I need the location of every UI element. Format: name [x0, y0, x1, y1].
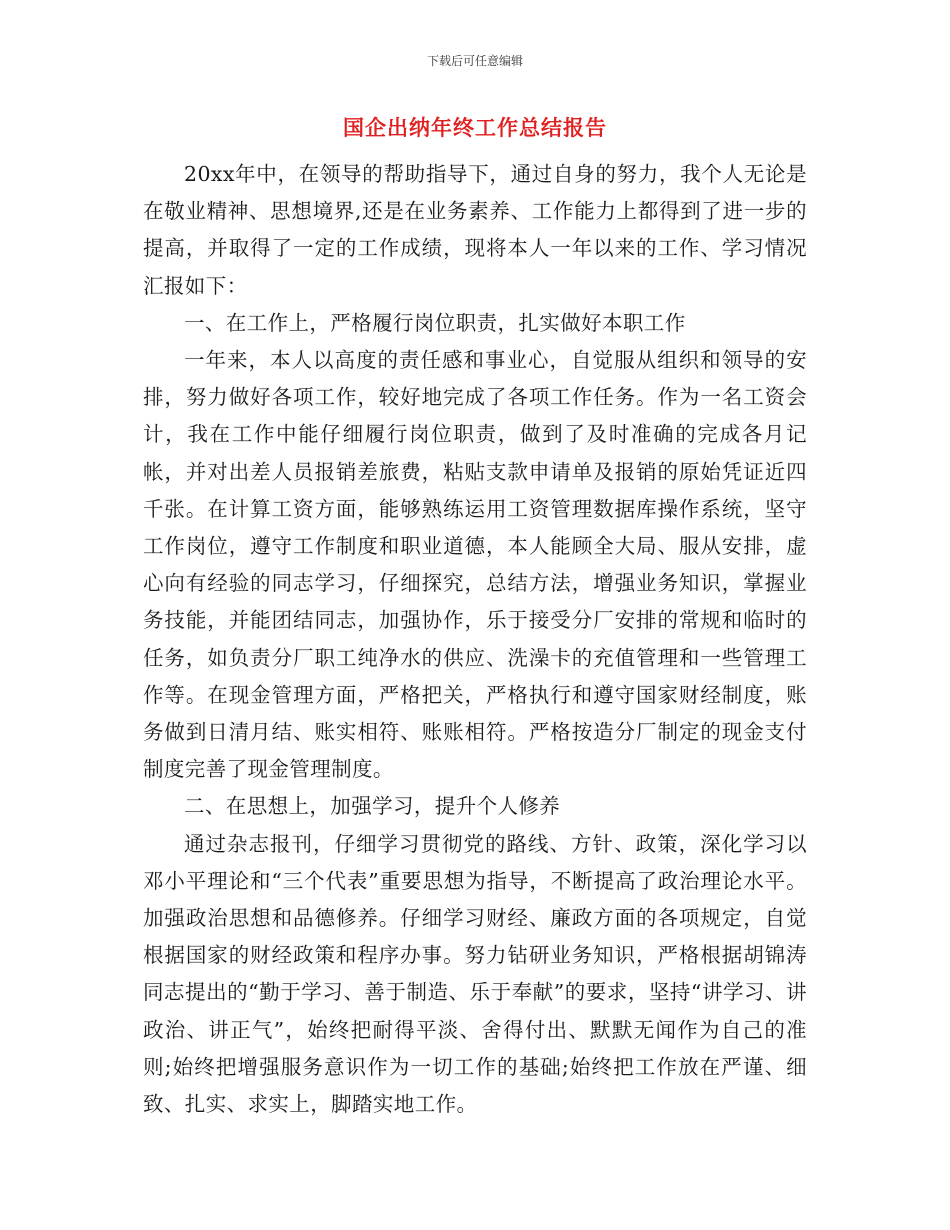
paragraph-work: 一年来，本人以高度的责任感和事业心，自觉服从组织和领导的安排，努力做好各项工作，较好地完成了各项工作任务。作为一名工资会计，我在工作中能仔细履行岗位职责，做到了及时准确的完成各月记帐，并对出差人员报销差旅费，粘贴支款申请单及报销的原始凭证近四千张。在计算工资方面，能够熟练运用工资管理数据库操作系统，坚守工作岗位，遵守工作制度和职业道德，本人能顾全大局、服从安排，虚心向有经验的同志学习，仔细探究，总结方法，增强业务知识，掌握业务技能，并能团结同志，加强协作，乐于接受分厂安排的常规和临时的任务，如负责分厂职工纯净水的供应、洗澡卡的充值管理和一些管理工作等。在现金管理方面，严格把关，严格执行和遵守国家财经制度，账务做到日清月结、账实相符、账账相符。严格按造分厂制定的现金支付制度完善了现金管理制度。	[143, 348, 807, 782]
document-title: 国企出纳年终工作总结报告	[343, 116, 607, 140]
paragraph-intro: 20xx年中，在领导的帮助指导下，通过自身的努力，我个人无论是在敬业精神、思想境界,还是在业务素养、工作能力上都得到了进一步的提高，并取得了一定的工作成绩，现将本人一年以来的工作、学习情况汇报如下：	[143, 162, 807, 298]
header-note: 下载后可任意编辑	[426, 54, 523, 68]
paragraph-thought: 通过杂志报刊，仔细学习贯彻党的路线、方针、政策，深化学习以邓小平理论和“三个代表”重要思想为指导，不断提高了政治理论水平。加强政治思想和品德修养。仔细学习财经、廉政方面的各项规定，自觉根据国家的财经政策和程序办事。努力钻研业务知识，严格根据胡锦涛同志提出的“勤于学习、善于制造、乐于奉献”的要求，坚持“讲学习、讲政治、讲正气”，始终把耐得平淡、舍得付出、默默无闻作为自己的准则;始终把增强服务意识作为一切工作的基础;始终把工作放在严谨、细致、扎实、求实上，脚踏实地工作。	[143, 831, 807, 1117]
document-body	[143, 156, 807, 1123]
section-heading-thought: 二、在思想上，加强学习，提升个人修养	[184, 794, 561, 819]
section-heading-work: 一、在工作上，严格履行岗位职责，扎实做好本职工作	[184, 310, 686, 335]
